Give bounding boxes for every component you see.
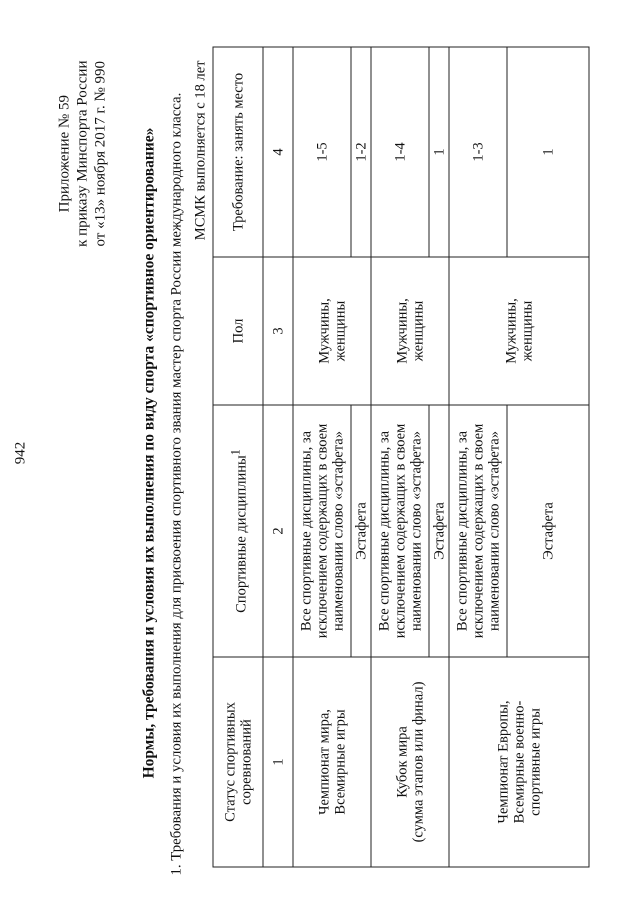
table-row — [449, 47, 507, 867]
header-gender: Пол — [213, 257, 263, 405]
status-cell: Чемпионат мира, Всемирные игры — [293, 657, 371, 867]
discipline-cell: Все спортивные дисциплины, за исключением содержащих в своем наименовании слово «эстафета» — [449, 405, 507, 657]
gender-cell: Мужчины, женщины — [449, 257, 589, 405]
place-cell: 1-2 — [351, 47, 371, 257]
header-disciplines: Спортивные дисциплины$^1$ — [213, 405, 263, 657]
place-cell: 1-3 — [449, 47, 507, 257]
discipline-cell: Эстафета — [429, 405, 449, 657]
discipline-cell: Все спортивные дисциплины, за исключением содержащих в своем наименовании слово «эстафета» — [293, 405, 351, 657]
norms-table — [212, 46, 589, 867]
discipline-cell: Эстафета — [351, 405, 371, 657]
table-header-row — [213, 47, 263, 867]
place-cell: 1 — [507, 47, 589, 257]
header-requirement: Требование: занять место — [213, 47, 263, 257]
column-number-2: 2 — [263, 405, 293, 657]
gender-cell: Мужчины, женщины — [293, 257, 371, 405]
page-number: 942 — [12, 441, 28, 464]
age-note: МСМК выполняется с 18 лет — [192, 60, 208, 240]
discipline-cell: Все спортивные дисциплины, за исключением содержащих в своем наименовании слово «эстафета» — [371, 405, 429, 657]
status-cell: Кубок мира (сумма этапов или финал) — [371, 657, 449, 867]
column-number-1: 1 — [263, 657, 293, 867]
place-cell: 1-4 — [371, 47, 429, 257]
appendix-line-1: Приложение № 59 — [56, 94, 72, 212]
column-number-4: 4 — [263, 47, 293, 257]
footnote-marker: 1 — [227, 448, 242, 455]
column-number-3: 3 — [263, 257, 293, 405]
column-number-row — [263, 47, 293, 867]
place-cell: 1 — [429, 47, 449, 257]
appendix-line-2: к приказу Минспорта России — [74, 60, 90, 247]
appendix-header — [55, 60, 109, 246]
table-row — [293, 47, 351, 867]
discipline-cell: Эстафета — [507, 405, 589, 657]
header-status: Статус спортивных соревнований — [213, 657, 263, 867]
table-row — [371, 47, 429, 867]
place-cell: 1-5 — [293, 47, 351, 257]
gender-cell: Мужчины, женщины — [371, 257, 449, 405]
section-heading: 1. Требования и условия их выполнения для присвоения спортивного звания мастер спорта России международного класса. — [168, 92, 184, 875]
document-title: Нормы, требования и условия их выполнения по виду спорта «спортивное ориентирование» — [140, 127, 157, 778]
appendix-line-3: от «13» ноября 2017 г. № 990 — [92, 60, 108, 246]
status-cell: Чемпионат Европы, Всемирные военно- спортивные игры — [449, 657, 589, 867]
